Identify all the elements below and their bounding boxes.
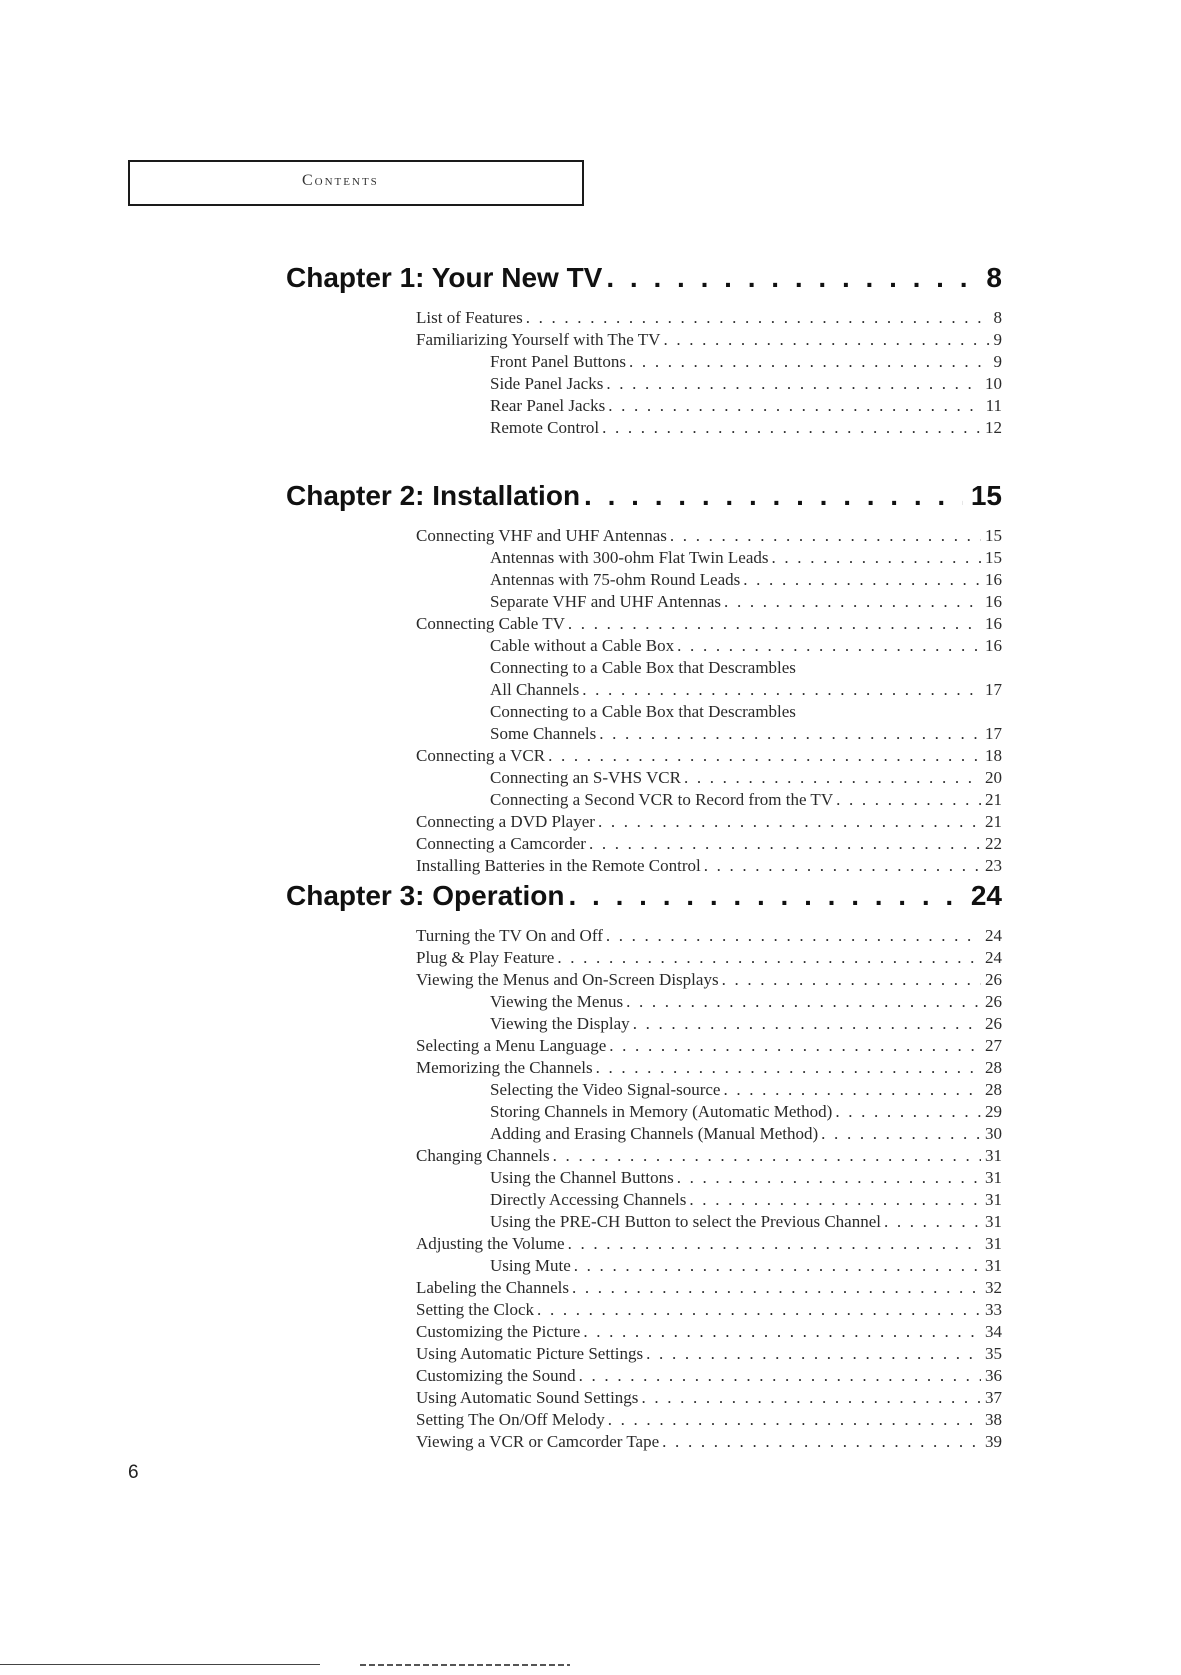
toc-entry	[490, 768, 1002, 790]
chapter-leader-dots	[606, 262, 978, 294]
toc-entry-page: 26	[985, 1014, 1002, 1033]
toc-entry-page: 31	[985, 1168, 1002, 1187]
toc-entry	[416, 1278, 1002, 1300]
toc-entry-title: Installing Batteries in the Remote Control	[416, 856, 701, 875]
toc-leader-dots	[821, 1124, 981, 1144]
toc-entry	[490, 702, 1002, 724]
toc-entry-title: Connecting to a Cable Box that Descrambles	[490, 702, 796, 721]
toc-leader-dots	[599, 724, 981, 744]
toc-entry-title: Familiarizing Yourself with The TV	[416, 330, 661, 349]
toc-entry-page: 12	[985, 418, 1002, 437]
toc-entry-page: 21	[985, 812, 1002, 831]
toc-entry-title: Connecting a DVD Player	[416, 812, 595, 831]
chapter-page: 24	[970, 880, 1002, 911]
toc-entry-page: 26	[985, 992, 1002, 1011]
toc-entry-title: Cable without a Cable Box	[490, 636, 675, 655]
toc-leader-dots	[609, 1036, 981, 1056]
toc-entry	[490, 1212, 1002, 1234]
toc-leader-dots	[574, 1256, 981, 1276]
toc-entry	[416, 1058, 1002, 1080]
toc-entry-page: 24	[985, 926, 1002, 945]
chapter-title: Chapter 2: Installation	[286, 480, 581, 511]
toc-entry	[490, 352, 1002, 374]
toc-entry-page: 37	[985, 1388, 1002, 1407]
toc-entry	[490, 1124, 1002, 1146]
bottom-rule	[0, 1664, 320, 1665]
toc-entry-page: 15	[985, 548, 1002, 567]
chapter-entries	[0, 526, 1181, 878]
chapter-entries	[0, 308, 1181, 440]
toc-entry	[490, 1168, 1002, 1190]
toc-entry	[490, 724, 1002, 746]
toc-entry	[416, 948, 1002, 970]
toc-entry-page: 38	[985, 1410, 1002, 1429]
toc-leader-dots	[568, 1234, 981, 1254]
toc-entry-page: 36	[985, 1366, 1002, 1385]
toc-leader-dots	[677, 636, 981, 656]
toc-entry	[490, 1014, 1002, 1036]
toc-leader-dots	[598, 812, 981, 832]
toc-leader-dots	[684, 768, 981, 788]
toc-leader-dots	[836, 790, 981, 810]
toc-leader-dots	[583, 1322, 981, 1342]
toc-entry-page: 22	[985, 834, 1002, 853]
toc-leader-dots	[724, 592, 981, 612]
toc-entry-title: Front Panel Buttons	[490, 352, 627, 371]
toc-entry-page: 30	[985, 1124, 1002, 1143]
toc-entry-title: Using the PRE-CH Button to select the Previous Channel	[490, 1212, 881, 1231]
chapter-leader-dots	[568, 880, 962, 912]
toc-leader-dots	[689, 1190, 981, 1210]
chapter-heading	[286, 262, 1002, 298]
toc-entry	[490, 374, 1002, 396]
toc-entry-title: Using the Channel Buttons	[490, 1168, 674, 1187]
toc-entry-page: 20	[985, 768, 1002, 787]
toc-entry-page: 15	[985, 526, 1002, 545]
toc-entry-page: 27	[985, 1036, 1002, 1055]
toc-entry-page: 28	[985, 1058, 1002, 1077]
toc-entry-title: Using Automatic Sound Settings	[416, 1388, 639, 1407]
toc-entry-title: Memorizing the Channels	[416, 1058, 593, 1077]
toc-entry-page: 32	[985, 1278, 1002, 1297]
toc-leader-dots	[884, 1212, 981, 1232]
toc-entry-page: 16	[985, 592, 1002, 611]
toc-entry-page: 18	[985, 746, 1002, 765]
toc-entry	[416, 970, 1002, 992]
toc-entry	[490, 992, 1002, 1014]
toc-entry-page: 8	[993, 308, 1002, 327]
chapter-page: 15	[970, 480, 1002, 511]
toc-entry-title: Connecting a VCR	[416, 746, 546, 765]
toc-entry-title: Separate VHF and UHF Antennas	[490, 592, 722, 611]
toc-entry	[416, 1036, 1002, 1058]
toc-entry-page: 17	[985, 724, 1002, 743]
toc-leader-dots	[572, 1278, 981, 1298]
toc-entry	[416, 926, 1002, 948]
chapter-heading	[286, 880, 1002, 916]
toc-entry-title: Viewing the Menus and On-Screen Displays	[416, 970, 719, 989]
toc-leader-dots	[589, 834, 981, 854]
toc-entry-page: 31	[985, 1190, 1002, 1209]
chapter-leader-dots	[584, 480, 963, 512]
toc-entry	[416, 1234, 1002, 1256]
toc-entry	[416, 834, 1002, 856]
toc-entry	[416, 1432, 1002, 1454]
toc-leader-dots	[670, 526, 981, 546]
toc-entry-title: Connecting a Camcorder	[416, 834, 586, 853]
page-number: 6	[128, 1462, 139, 1483]
toc-entry-title: All Channels	[490, 680, 580, 699]
toc-leader-dots	[582, 680, 981, 700]
chapter-title: Chapter 1: Your New TV	[286, 262, 603, 293]
toc-leader-dots	[633, 1014, 981, 1034]
toc-leader-dots	[641, 1388, 981, 1408]
toc-entry-page: 26	[985, 970, 1002, 989]
toc-entry	[490, 680, 1002, 702]
toc-leader-dots	[677, 1168, 981, 1188]
toc-leader-dots	[772, 548, 982, 568]
toc-leader-dots	[723, 1080, 981, 1100]
toc-entry-title: Connecting an S-VHS VCR	[490, 768, 681, 787]
toc-leader-dots	[606, 926, 981, 946]
toc-entry	[416, 308, 1002, 330]
toc-leader-dots	[722, 970, 981, 990]
toc-entry-page: 39	[985, 1432, 1002, 1451]
toc-entry-page: 31	[985, 1146, 1002, 1165]
toc-entry	[416, 746, 1002, 768]
toc-leader-dots	[526, 308, 990, 328]
chapter-heading	[286, 480, 1002, 516]
toc-entry	[416, 1366, 1002, 1388]
toc-entry	[490, 396, 1002, 418]
toc-entry-page: 9	[993, 330, 1002, 349]
toc-entry	[416, 1410, 1002, 1432]
toc-entry-page: 16	[985, 636, 1002, 655]
toc-entry-title: List of Features	[416, 308, 523, 327]
toc-entry-page: 11	[985, 396, 1002, 415]
toc-entry-title: Antennas with 300-ohm Flat Twin Leads	[490, 548, 769, 567]
toc-entry	[490, 636, 1002, 658]
toc-entry-page: 9	[993, 352, 1002, 371]
toc-entry	[490, 1080, 1002, 1102]
chapter-entries	[0, 926, 1181, 1454]
toc-leader-dots	[596, 1058, 981, 1078]
toc-entry	[416, 856, 1002, 878]
toc-leader-dots	[608, 1410, 981, 1430]
toc-entry-title: Connecting a Second VCR to Record from the TV	[490, 790, 834, 809]
toc-entry	[416, 614, 1002, 636]
toc-entry-title: Changing Channels	[416, 1146, 550, 1165]
chapter-title: Chapter 3: Operation	[286, 880, 565, 911]
toc-entry-page: 17	[985, 680, 1002, 699]
toc-entry-title: Remote Control	[490, 418, 600, 437]
toc-entry-title: Adjusting the Volume	[416, 1234, 565, 1253]
toc-entry-title: Some Channels	[490, 724, 597, 743]
toc-leader-dots	[568, 614, 981, 634]
toc-entry-title: Directly Accessing Channels	[490, 1190, 687, 1209]
toc-entry-page: 31	[985, 1234, 1002, 1253]
toc-entry	[416, 1388, 1002, 1410]
toc-entry	[416, 1322, 1002, 1344]
toc-entry	[416, 526, 1002, 548]
toc-entry-page: 33	[985, 1300, 1002, 1319]
toc-entry	[490, 592, 1002, 614]
toc-entry-title: Adding and Erasing Channels (Manual Method)	[490, 1124, 819, 1143]
toc-entry-title: Antennas with 75-ohm Round Leads	[490, 570, 741, 589]
toc-entry-page: 16	[985, 570, 1002, 589]
toc-entry-title: Storing Channels in Memory (Automatic Method)	[490, 1102, 833, 1121]
toc-entry	[416, 1344, 1002, 1366]
toc-entry	[416, 1300, 1002, 1322]
toc-entry-title: Connecting Cable TV	[416, 614, 565, 633]
toc-entry-title: Viewing the Menus	[490, 992, 624, 1011]
toc-entry-page: 23	[985, 856, 1002, 875]
toc-entry-title: Selecting a Menu Language	[416, 1036, 607, 1055]
toc-leader-dots	[663, 330, 989, 350]
toc-entry	[490, 1102, 1002, 1124]
toc-leader-dots	[557, 948, 981, 968]
toc-entry-title: Selecting the Video Signal-source	[490, 1080, 721, 1099]
toc-entry-title: Rear Panel Jacks	[490, 396, 606, 415]
toc-leader-dots	[537, 1300, 981, 1320]
toc-entry-title: Turning the TV On and Off	[416, 926, 603, 945]
toc-entry-title: Setting The On/Off Melody	[416, 1410, 605, 1429]
toc-leader-dots	[608, 396, 981, 416]
toc-entry-title: Customizing the Picture	[416, 1322, 581, 1341]
toc-leader-dots	[629, 352, 989, 372]
chapter-page: 8	[986, 262, 1002, 293]
toc-entry-title: Setting the Clock	[416, 1300, 535, 1319]
toc-entry-page: 31	[985, 1256, 1002, 1275]
toc-entry	[490, 570, 1002, 592]
toc-entry	[490, 548, 1002, 570]
toc-entry-title: Labeling the Channels	[416, 1278, 569, 1297]
toc-entry-title: Plug & Play Feature	[416, 948, 555, 967]
toc-leader-dots	[835, 1102, 981, 1122]
toc-entry-title: Using Automatic Picture Settings	[416, 1344, 644, 1363]
toc-entry-title: Viewing a VCR or Camcorder Tape	[416, 1432, 660, 1451]
toc-entry	[490, 790, 1002, 812]
toc-entry-title: Side Panel Jacks	[490, 374, 604, 393]
toc-entry-page: 34	[985, 1322, 1002, 1341]
toc-leader-dots	[646, 1344, 981, 1364]
toc-entry-title: Viewing the Display	[490, 1014, 630, 1033]
contents-header-label: Contents	[302, 172, 379, 189]
toc-entry-page: 35	[985, 1344, 1002, 1363]
toc-entry-page: 16	[985, 614, 1002, 633]
toc-entry	[490, 1190, 1002, 1212]
toc-entry-page: 10	[985, 374, 1002, 393]
toc-leader-dots	[548, 746, 981, 766]
contents-header-box	[128, 160, 584, 206]
toc-entry-page: 31	[985, 1212, 1002, 1231]
toc-entry-page: 21	[985, 790, 1002, 809]
toc-leader-dots	[662, 1432, 981, 1452]
toc-entry	[416, 812, 1002, 834]
toc-leader-dots	[553, 1146, 981, 1166]
bottom-scan-marks	[360, 1664, 570, 1666]
toc-entry-title: Connecting to a Cable Box that Descrambles	[490, 658, 796, 677]
toc-entry-page: 24	[985, 948, 1002, 967]
toc-entry	[490, 418, 1002, 440]
toc-entry-page: 28	[985, 1080, 1002, 1099]
toc-entry	[416, 1146, 1002, 1168]
toc-leader-dots	[626, 992, 981, 1012]
toc-entry	[490, 1256, 1002, 1278]
toc-entry	[490, 658, 1002, 680]
toc-leader-dots	[602, 418, 981, 438]
toc-leader-dots	[743, 570, 981, 590]
toc-entry-title: Using Mute	[490, 1256, 571, 1275]
toc-leader-dots	[606, 374, 981, 394]
toc-leader-dots	[704, 856, 981, 876]
toc-leader-dots	[579, 1366, 981, 1386]
toc-entry-title: Customizing the Sound	[416, 1366, 576, 1385]
toc-entry-title: Connecting VHF and UHF Antennas	[416, 526, 667, 545]
toc-entry-page: 29	[985, 1102, 1002, 1121]
toc-entry	[416, 330, 1002, 352]
